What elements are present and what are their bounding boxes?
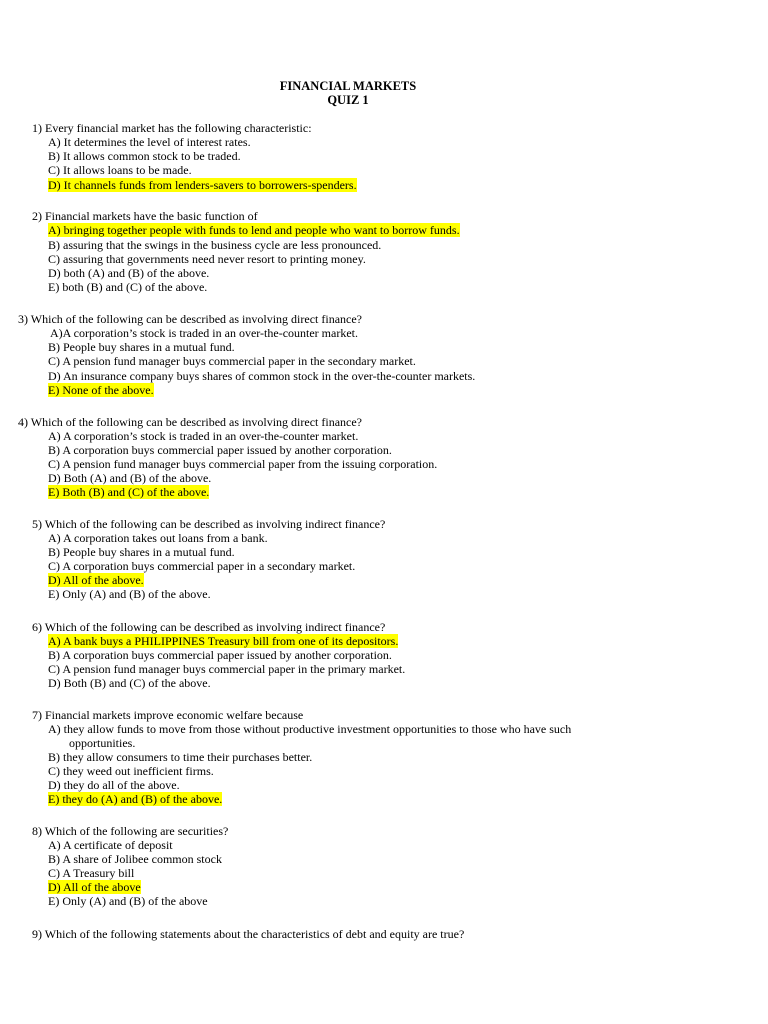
quiz-line [48, 135, 251, 149]
quiz-line [48, 471, 211, 485]
quiz-line [48, 266, 209, 280]
line-text: 3) Which of the following can be described as involving direct finance? [18, 312, 362, 326]
quiz-line [48, 443, 392, 457]
line-text: D) they do all of the above. [48, 778, 180, 792]
line-text: 4) Which of the following can be described as involving direct finance? [18, 415, 362, 429]
highlighted-answer-line [48, 880, 141, 894]
line-text: C) they weed out inefficient firms. [48, 764, 214, 778]
line-text: E) they do (A) and (B) of the above. [48, 792, 223, 806]
quiz-line [50, 326, 358, 340]
quiz-line [48, 587, 211, 601]
highlighted-answer-line [48, 792, 222, 806]
line-text: C) A pension fund manager buys commercial paper from the issuing corporation. [48, 457, 438, 471]
line-text: C) A pension fund manager buys commercial paper in the secondary market. [48, 354, 416, 368]
highlighted-answer-line [48, 573, 144, 587]
line-text: B) they allow consumers to time their purchases better. [48, 750, 313, 764]
line-text: D) It channels funds from lenders-savers to borrowers-spenders. [48, 178, 357, 192]
quiz-line [48, 778, 180, 792]
line-text: B) A corporation buys commercial paper issued by another corporation. [48, 648, 392, 662]
quiz-line [48, 531, 268, 545]
highlighted-answer-line [48, 634, 398, 648]
quiz-line [48, 252, 366, 266]
quiz-line [48, 559, 355, 573]
quiz-line [48, 354, 416, 368]
quiz-line [48, 280, 207, 294]
highlighted-answer-line [48, 223, 460, 237]
line-text: A) A corporation takes out loans from a bank. [48, 531, 268, 545]
quiz-line [18, 415, 362, 429]
line-text: opportunities. [69, 736, 136, 750]
line-text: D) All of the above. [48, 573, 144, 587]
line-text: 2) Financial markets have the basic function of [32, 209, 258, 223]
line-text: D) Both (B) and (C) of the above. [48, 676, 211, 690]
line-text: E) Only (A) and (B) of the above [48, 894, 208, 908]
line-text: B) A corporation buys commercial paper issued by another corporation. [48, 443, 392, 457]
document-subtitle: QUIZ 1 [327, 93, 369, 107]
line-text: 6) Which of the following can be described as involving indirect finance? [32, 620, 386, 634]
highlighted-answer-line [48, 383, 154, 397]
quiz-line [69, 736, 135, 750]
line-text: E) both (B) and (C) of the above. [48, 280, 208, 294]
quiz-line [48, 894, 208, 908]
line-text: E) Only (A) and (B) of the above. [48, 587, 211, 601]
line-text: B) assuring that the swings in the business cycle are less pronounced. [48, 238, 382, 252]
line-text: 5) Which of the following can be described as involving indirect finance? [32, 517, 386, 531]
line-text: B) It allows common stock to be traded. [48, 149, 241, 163]
quiz-line [32, 121, 312, 135]
quiz-line [48, 340, 235, 354]
quiz-line [48, 238, 381, 252]
line-text: D) An insurance company buys shares of common stock in the over-the-counter markets. [48, 369, 476, 383]
document-title: FINANCIAL MARKETS [279, 79, 417, 93]
line-text: A) A bank buys a PHILIPPINES Treasury bill from one of its depositors. [48, 634, 399, 648]
quiz-line [48, 750, 312, 764]
line-text: A) they allow funds to move from those without productive investment opportunities to those who have such [48, 722, 572, 736]
quiz-line [48, 764, 214, 778]
quiz-line [48, 163, 192, 177]
line-text: D) All of the above [48, 880, 141, 894]
line-text: C) A Treasury bill [48, 866, 135, 880]
line-text: C) A pension fund manager buys commercial paper in the primary market. [48, 662, 406, 676]
line-text: B) A share of Jolibee common stock [48, 852, 222, 866]
quiz-line [32, 824, 228, 838]
line-text: D) Both (A) and (B) of the above. [48, 471, 212, 485]
quiz-line [18, 312, 362, 326]
quiz-line [32, 620, 385, 634]
line-text: C) assuring that governments need never resort to printing money. [48, 252, 366, 266]
quiz-line [48, 662, 405, 676]
line-text: E) None of the above. [48, 383, 154, 397]
quiz-line [48, 369, 475, 383]
quiz-line [48, 149, 241, 163]
line-text: 8) Which of the following are securities? [32, 824, 229, 838]
quiz-line [48, 676, 211, 690]
line-text: A) A certificate of deposit [48, 838, 173, 852]
line-text: E) Both (B) and (C) of the above. [48, 485, 210, 499]
quiz-line [48, 722, 571, 736]
quiz-line [32, 209, 258, 223]
quiz-line [48, 852, 222, 866]
quiz-line [48, 866, 134, 880]
line-text: C) A corporation buys commercial paper in a secondary market. [48, 559, 356, 573]
line-text: 9) Which of the following statements about the characteristics of debt and equity are true? [32, 927, 465, 941]
quiz-line [32, 927, 464, 941]
quiz-line [48, 457, 437, 471]
line-text: 1) Every financial market has the following characteristic: [32, 121, 312, 135]
line-text: A)A corporation’s stock is traded in an over-the-counter market. [50, 326, 358, 340]
quiz-line [32, 517, 385, 531]
line-text: A) bringing together people with funds to lend and people who want to borrow funds. [48, 223, 460, 237]
line-text: C) It allows loans to be made. [48, 163, 192, 177]
line-text: 7) Financial markets improve economic welfare because [32, 708, 304, 722]
highlighted-answer-line [48, 178, 357, 192]
quiz-line [48, 648, 392, 662]
quiz-line [48, 545, 235, 559]
line-text: A) It determines the level of interest rates. [48, 135, 251, 149]
quiz-line [48, 838, 173, 852]
quiz-line [32, 708, 303, 722]
line-text: A) A corporation’s stock is traded in an over-the-counter market. [48, 429, 359, 443]
line-text: B) People buy shares in a mutual fund. [48, 545, 235, 559]
line-text: D) both (A) and (B) of the above. [48, 266, 210, 280]
line-text: B) People buy shares in a mutual fund. [48, 340, 235, 354]
quiz-line [48, 429, 358, 443]
highlighted-answer-line [48, 485, 209, 499]
